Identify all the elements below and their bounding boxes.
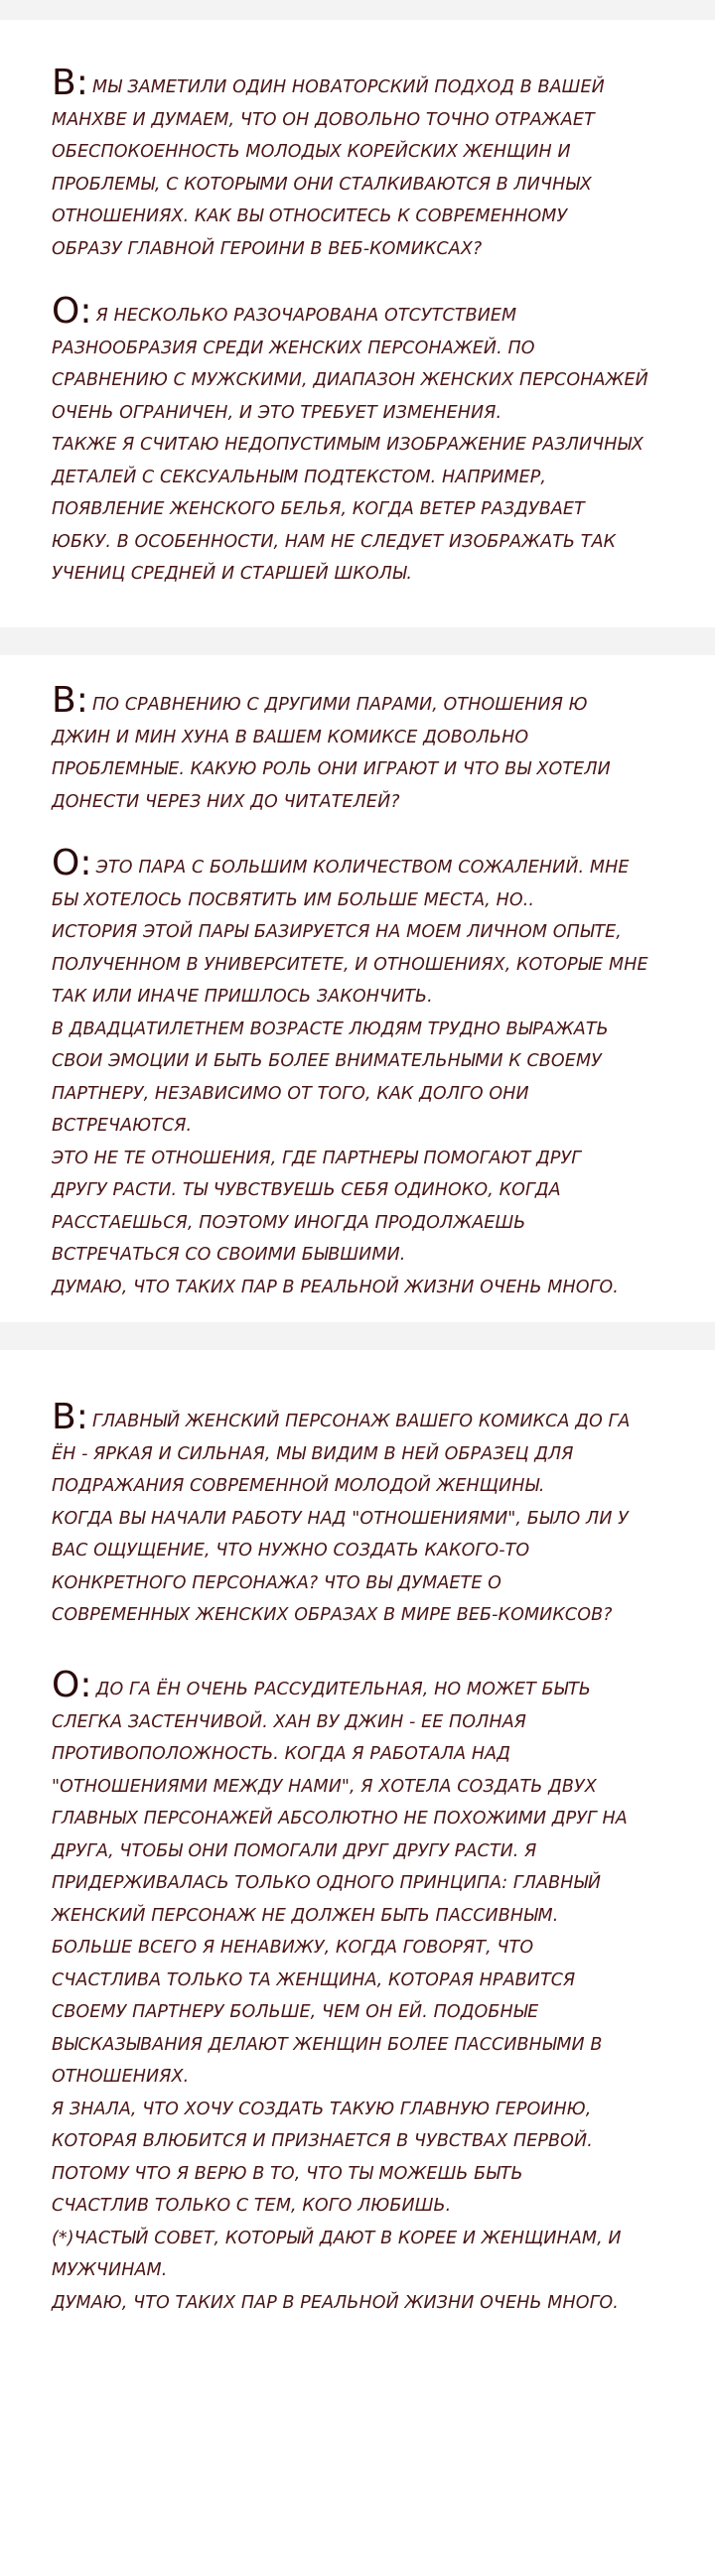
question-block-3 xyxy=(52,1397,687,1632)
question-text-line: ПРОБЛЕМЫ, С КОТОРЫМИ ОНИ СТАЛКИВАЮТСЯ В ЛИЧНЫХ xyxy=(52,174,592,195)
answer-text-line: ЮБКУ. В ОСОБЕННОСТИ, НАМ НЕ СЛЕДУЕТ ИЗОБРАЖАТЬ ТАК xyxy=(52,531,617,552)
answer-text-line: ДРУГУ РАСТИ. ТЫ ЧУВСТВУЕШЬ СЕБЯ ОДИНОКО, КОГДА xyxy=(52,1180,561,1200)
answer-text-line: ПРОТИВОПОЛОЖНОСТЬ. КОГДА Я РАБОТАЛА НАД xyxy=(52,1744,510,1764)
interview-panel-1 xyxy=(0,20,715,627)
answer-block-1 xyxy=(52,291,687,591)
question-text-line: ОТНОШЕНИЯХ. КАК ВЫ ОТНОСИТЕСЬ К СОВРЕМЕННОМУ xyxy=(52,206,568,226)
answer-text-line: РАССТАЕШЬСЯ, ПОЭТОМУ ИНОГДА ПРОДОЛЖАЕШЬ xyxy=(52,1212,526,1233)
answer-text-line: ДЕТАЛЕЙ С СЕКСУАЛЬНЫМ ПОДТЕКСТОМ. НАПРИМЕР, xyxy=(52,467,547,487)
question-marker: В: xyxy=(52,63,89,103)
answer-text-line: УЧЕНИЦ СРЕДНЕЙ И СТАРШЕЙ ШКОЛЫ. xyxy=(52,564,413,584)
question-block-1 xyxy=(52,63,687,265)
question-text-line: ПРОБЛЕМНЫЕ. КАКУЮ РОЛЬ ОНИ ИГРАЮТ И ЧТО ВЫ ХОТЕЛИ xyxy=(52,759,611,779)
answer-text-line: В ДВАДЦАТИЛЕТНЕМ ВОЗРАСТЕ ЛЮДЯМ ТРУДНО ВЫРАЖАТЬ xyxy=(52,1018,609,1039)
question-text-line: ПОДРАЖАНИЯ СОВРЕМЕННОЙ МОЛОДОЙ ЖЕНЩИНЫ. xyxy=(52,1476,545,1496)
question-marker: В: xyxy=(52,680,89,721)
answer-text-line: ДРУГА, ЧТОБЫ ОНИ ПОМОГАЛИ ДРУГ ДРУГУ РАСТИ. Я xyxy=(52,1840,537,1861)
interview-panel-2 xyxy=(0,655,715,1322)
answer-text-line: БЫ ХОТЕЛОСЬ ПОСВЯТИТЬ ИМ БОЛЬШЕ МЕСТА, НО.. xyxy=(52,889,535,910)
answer-text-line: СВОЕМУ ПАРТНЕРУ БОЛЬШЕ, ЧЕМ ОН ЕЙ. ПОДОБНЫЕ xyxy=(52,2002,539,2022)
answer-marker: О: xyxy=(52,843,92,883)
question-text-line: ЁН - ЯРКАЯ И СИЛЬНАЯ, МЫ ВИДИМ В НЕЙ ОБРАЗЕЦ ДЛЯ xyxy=(52,1443,574,1464)
answer-text-line: ВСТРЕЧАЮТСЯ. xyxy=(52,1116,193,1136)
answer-text-line: ДО ГА ЁН ОЧЕНЬ РАССУДИТЕЛЬНАЯ, НО МОЖЕТ БЫТЬ xyxy=(95,1680,591,1699)
question-text-line: КОНКРЕТНОГО ПЕРСОНАЖА? ЧТО ВЫ ДУМАЕТЕ О xyxy=(52,1572,502,1593)
answer-text-line: СЧАСТЛИВ ТОЛЬКО С ТЕМ, КОГО ЛЮБИШЬ. xyxy=(52,2196,452,2216)
answer-text-line: Я ЗНАЛА, ЧТО ХОЧУ СОЗДАТЬ ТАКУЮ ГЛАВНУЮ ГЕРОИНЮ, xyxy=(52,2099,592,2119)
answer-text-line: ТАК ИЛИ ИНАЧЕ ПРИШЛОСЬ ЗАКОНЧИТЬ. xyxy=(52,987,433,1007)
question-text-line: СОВРЕМЕННЫХ ЖЕНСКИХ ОБРАЗАХ В МИРЕ ВЕБ-КОМИКСОВ? xyxy=(52,1605,613,1625)
answer-text-line: ГЛАВНЫХ ПЕРСОНАЖЕЙ АБСОЛЮТНО НЕ ПОХОЖИМИ ДРУГ НА xyxy=(52,1809,628,1829)
question-text-line: ДЖИН И МИН ХУНА В ВАШЕМ КОМИКСЕ ДОВОЛЬНО xyxy=(52,727,529,747)
answer-text-line: СЧАСТЛИВА ТОЛЬКО ТА ЖЕНЩИНА, КОТОРАЯ НРАВИТСЯ xyxy=(52,1969,576,1990)
answer-text-line: ЖЕНСКИЙ ПЕРСОНАЖ НЕ ДОЛЖЕН БЫТЬ ПАССИВНЫМ. xyxy=(52,1905,559,1926)
question-text-line: МАНХВЕ И ДУМАЕМ, ЧТО ОН ДОВОЛЬНО ТОЧНО ОТРАЖАЕТ xyxy=(52,109,595,130)
answer-block-3 xyxy=(52,1665,687,2319)
question-text-line: ОБЕСПОКОЕННОСТЬ МОЛОДЫХ КОРЕЙСКИХ ЖЕНЩИН И xyxy=(52,142,571,162)
answer-block-2 xyxy=(52,843,687,1303)
answer-text-line: БОЛЬШЕ ВСЕГО Я НЕНАВИЖУ, КОГДА ГОВОРЯТ, ЧТО xyxy=(52,1938,534,1958)
answer-text-line: ПОЛУЧЕННОМ В УНИВЕРСИТЕТЕ, И ОТНОШЕНИЯХ, КОТОРЫЕ МНЕ xyxy=(52,954,648,975)
question-block-2 xyxy=(52,680,687,818)
answer-text-line: "ОТНОШЕНИЯМИ МЕЖДУ НАМИ", Я ХОТЕЛА СОЗДАТЬ ДВУХ xyxy=(52,1776,597,1797)
question-text-line: ОБРАЗУ ГЛАВНОЙ ГЕРОИНИ В ВЕБ-КОМИКСАХ? xyxy=(52,238,483,259)
question-text-line: ВАС ОЩУЩЕНИЕ, ЧТО НУЖНО СОЗДАТЬ КАКОГО-ТО xyxy=(52,1541,530,1560)
answer-text-line: ИСТОРИЯ ЭТОЙ ПАРЫ БАЗИРУЕТСЯ НА МОЕМ ЛИЧНОМ ОПЫТЕ, xyxy=(52,922,622,942)
answer-text-line: ПОЯВЛЕНИЕ ЖЕНСКОГО БЕЛЬЯ, КОГДА ВЕТЕР РАЗДУВАЕТ xyxy=(52,499,585,519)
answer-text-line: МУЖЧИНАМ. xyxy=(52,2260,168,2280)
question-text-line: ДОНЕСТИ ЧЕРЕЗ НИХ ДО ЧИТАТЕЛЕЙ? xyxy=(52,791,400,812)
answer-text-line: ВСТРЕЧАТЬСЯ СО СВОИМИ БЫВШИМИ. xyxy=(52,1245,406,1265)
answer-text-line: РАЗНООБРАЗИЯ СРЕДИ ЖЕНСКИХ ПЕРСОНАЖЕЙ. ПО xyxy=(52,338,535,358)
answer-text-line: КОТОРАЯ ВЛЮБИТСЯ И ПРИЗНАЕТСЯ В ЧУВСТВАХ ПЕРВОЙ. xyxy=(52,2131,593,2151)
question-text-line: МЫ ЗАМЕТИЛИ ОДИН НОВАТОРСКИЙ ПОДХОД В ВАШЕЙ xyxy=(92,77,605,97)
answer-text-line: (*)ЧАСТЫЙ СОВЕТ, КОТОРЫЙ ДАЮТ В КОРЕЕ И ЖЕНЩИНАМ, И xyxy=(52,2228,622,2248)
answer-text-line: ПОТОМУ ЧТО Я ВЕРЮ В ТО, ЧТО ТЫ МОЖЕШЬ БЫТЬ xyxy=(52,2163,523,2184)
interview-panel-3 xyxy=(0,1350,715,2576)
question-text-line: ПО СРАВНЕНИЮ С ДРУГИМИ ПАРАМИ, ОТНОШЕНИЯ Ю xyxy=(92,695,588,715)
answer-text-line: ЭТО ПАРА С БОЛЬШИМ КОЛИЧЕСТВОМ СОЖАЛЕНИЙ. МНЕ xyxy=(95,858,630,878)
question-text-line: ГЛАВНЫЙ ЖЕНСКИЙ ПЕРСОНАЖ ВАШЕГО КОМИКСА ДО ГА xyxy=(92,1412,631,1431)
answer-text-line: ПРИДЕРЖИВАЛАСЬ ТОЛЬКО ОДНОГО ПРИНЦИПА: ГЛАВНЫЙ xyxy=(52,1873,602,1893)
answer-text-line: ДУМАЮ, ЧТО ТАКИХ ПАР В РЕАЛЬНОЙ ЖИЗНИ ОЧЕНЬ МНОГО. xyxy=(52,1277,619,1297)
answer-marker: О: xyxy=(52,1665,92,1705)
answer-text-line: Я НЕСКОЛЬКО РАЗОЧАРОВАНА ОТСУТСТВИЕМ xyxy=(95,306,517,326)
answer-text-line: СВОИ ЭМОЦИИ И БЫТЬ БОЛЕЕ ВНИМАТЕЛЬНЫМИ К СВОЕМУ xyxy=(52,1051,602,1071)
answer-text-line: ТАКЖЕ Я СЧИТАЮ НЕДОПУСТИМЫМ ИЗОБРАЖЕНИЕ РАЗЛИЧНЫХ xyxy=(52,435,644,455)
answer-marker: О: xyxy=(52,291,92,332)
answer-text-line: ЭТО НЕ ТЕ ОТНОШЕНИЯ, ГДЕ ПАРТНЕРЫ ПОМОГАЮТ ДРУГ xyxy=(52,1148,582,1168)
answer-text-line: ОЧЕНЬ ОГРАНИЧЕН, И ЭТО ТРЕБУЕТ ИЗМЕНЕНИЯ. xyxy=(52,402,502,423)
question-marker: В: xyxy=(52,1397,89,1437)
answer-text-line: ВЫСКАЗЫВАНИЯ ДЕЛАЮТ ЖЕНЩИН БОЛЕЕ ПАССИВНЫМИ В xyxy=(52,2034,603,2055)
answer-text-line: ДУМАЮ, ЧТО ТАКИХ ПАР В РЕАЛЬНОЙ ЖИЗНИ ОЧЕНЬ МНОГО. xyxy=(52,2292,619,2313)
question-text-line: КОГДА ВЫ НАЧАЛИ РАБОТУ НАД "ОТНОШЕНИЯМИ", БЫЛО ЛИ У xyxy=(52,1508,629,1529)
answer-text-line: СРАВНЕНИЮ С МУЖСКИМИ, ДИАПАЗОН ЖЕНСКИХ ПЕРСОНАЖЕЙ xyxy=(52,370,648,390)
answer-text-line: ОТНОШЕНИЯХ. xyxy=(52,2067,190,2087)
answer-text-line: СЛЕГКА ЗАСТЕНЧИВОЙ. ХАН ВУ ДЖИН - ЕЕ ПОЛНАЯ xyxy=(52,1711,527,1732)
answer-text-line: ПАРТНЕРУ, НЕЗАВИСИМО ОТ ТОГО, КАК ДОЛГО ОНИ xyxy=(52,1083,529,1104)
